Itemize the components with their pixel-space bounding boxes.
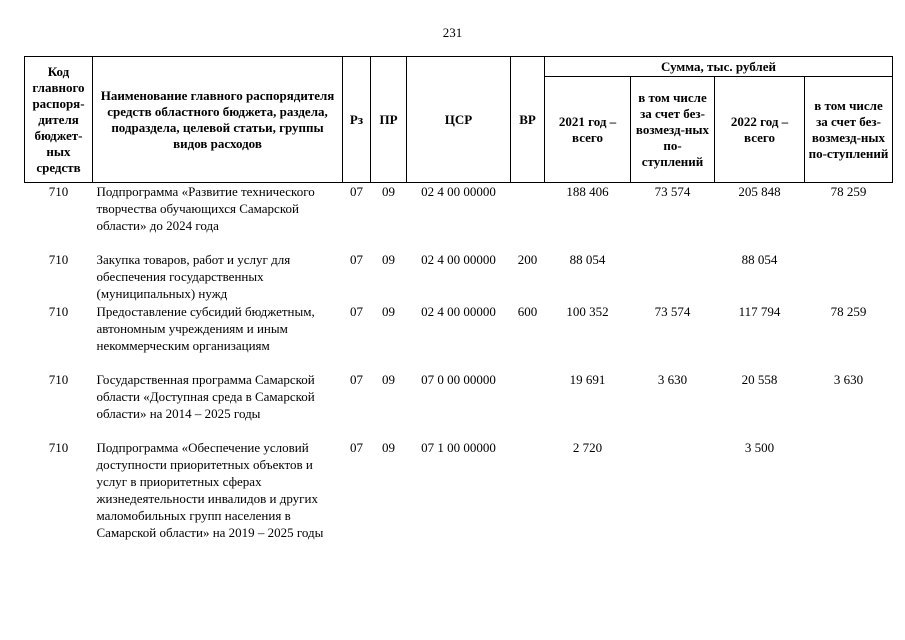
header-name: Наименование главного распорядителя средств областного бюджета, раздела, подраздела, целевой статьи, группы видов расходов: [93, 57, 343, 183]
row-2021-grants: 3 630: [657, 371, 688, 387]
header-rz: Рз: [343, 57, 371, 183]
row-2021-total: 100 352: [566, 303, 609, 319]
row-name: Подпрограмма «Обеспечение условий доступности приоритетных объектов и услуг в приоритетных сферах жизнедеятельности инвалидов и других маломобильных групп населения в Самарской области» на 2019 – 2025 годы: [96, 439, 324, 540]
row-csr: 02 4 00 00000: [421, 251, 496, 267]
row-2021-grants: [631, 251, 715, 303]
table-row: [25, 183, 893, 251]
row-vr: 200: [517, 251, 538, 267]
row-csr: 02 4 00 00000: [421, 303, 496, 319]
row-2021-grants: 73 574: [654, 303, 691, 319]
table-row: [25, 439, 893, 579]
row-2021-grants: 73 574: [654, 184, 691, 199]
row-pr: 09: [382, 439, 395, 455]
header-2021-total: 2021 год – всего: [545, 77, 631, 183]
row-2022-total: 205 848: [738, 184, 781, 199]
table-header: [25, 57, 893, 183]
row-2022-total: 20 558: [741, 371, 778, 387]
row-name: Государственная программа Самарской области «Доступная среда в Самарской области» на 2014 – 2025 годы: [96, 371, 315, 421]
row-csr: 07 0 00 00000: [421, 371, 496, 387]
row-code: 710: [48, 439, 69, 455]
row-2021-total: 19 691: [569, 371, 606, 387]
header-vr: ВР: [511, 57, 545, 183]
table-row: [25, 371, 893, 439]
row-rz: 07: [350, 303, 363, 319]
header-2021-grants: в том числе за счет без-возмезд-ных по-ступлений: [631, 77, 715, 183]
row-code: 710: [48, 251, 69, 267]
row-rz: 07: [350, 371, 363, 387]
header-pr: ПР: [371, 57, 407, 183]
row-2022-grants: 3 630: [833, 371, 864, 387]
row-code: 710: [48, 371, 69, 387]
row-rz: 07: [350, 184, 363, 199]
header-2022-total: 2022 год – всего: [715, 77, 805, 183]
row-2021-grants: [631, 439, 715, 579]
row-csr: 02 4 00 00000: [421, 184, 496, 199]
table-row: [25, 251, 893, 303]
row-2022-total: 3 500: [744, 439, 775, 455]
row-name: Закупка товаров, работ и услуг для обеспечения государственных (муниципальных) нужд: [96, 251, 291, 301]
row-2022-grants: [805, 251, 893, 303]
row-pr: 09: [382, 251, 395, 267]
row-pr: 09: [382, 303, 395, 319]
header-2022-grants: в том числе за счет без-возмезд-ных по-ступлений: [805, 77, 893, 183]
row-code: 710: [48, 184, 69, 199]
row-2022-total: 117 794: [738, 303, 781, 319]
row-vr: 600: [517, 303, 538, 319]
row-2021-total: 2 720: [572, 439, 603, 455]
row-2021-total: 188 406: [566, 184, 609, 199]
row-vr: [511, 371, 545, 439]
row-pr: 09: [382, 184, 395, 199]
row-code: 710: [48, 303, 69, 319]
row-2022-grants: 78 259: [830, 303, 867, 319]
budget-table: [24, 56, 893, 579]
row-2022-grants: 78 259: [830, 184, 867, 199]
row-2022-grants: [805, 439, 893, 579]
row-pr: 09: [382, 371, 395, 387]
header-csr: ЦСР: [407, 57, 511, 183]
row-vr: [511, 439, 545, 579]
row-rz: 07: [350, 251, 363, 267]
page-number: 231: [442, 25, 463, 40]
row-2022-total: 88 054: [741, 251, 778, 267]
row-rz: 07: [350, 439, 363, 455]
table-body: [25, 183, 893, 579]
row-csr: 07 1 00 00000: [421, 439, 496, 455]
row-name: Подпрограмма «Развитие технического творчества обучающихся Самарской области» до 2024 года: [96, 184, 315, 233]
row-2021-total: 88 054: [569, 251, 606, 267]
header-code: Код главного распоря-дителя бюджет-ных средств: [25, 57, 93, 183]
row-vr: [511, 183, 545, 251]
table-row: [25, 303, 893, 371]
header-sum-group: Сумма, тыс. рублей: [545, 57, 893, 77]
row-name: Предоставление субсидий бюджетным, автономным учреждениям и иным некоммерческим организациям: [96, 303, 315, 353]
